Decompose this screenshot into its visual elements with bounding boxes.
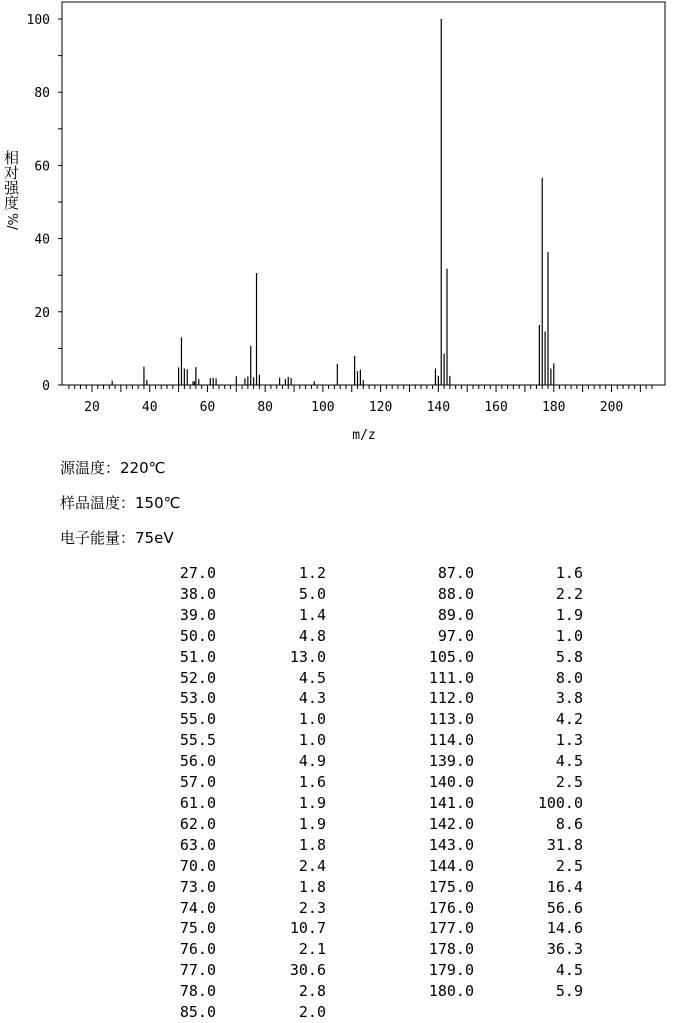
table-cell: 2.5 <box>555 773 583 792</box>
table-cell: 55.5 <box>179 731 216 750</box>
table-cell: 100.0 <box>537 793 583 812</box>
y-tick-label: 0 <box>42 379 50 394</box>
table-cell: 1.8 <box>298 835 326 854</box>
mass-spectrum-chart <box>0 0 680 450</box>
table-left-intensity-column <box>250 563 326 1023</box>
x-tick-label: 40 <box>141 400 158 415</box>
table-cell: 3.8 <box>555 689 583 708</box>
table-cell: 62.0 <box>179 814 216 833</box>
table-cell: 180.0 <box>428 982 474 1001</box>
table-cell: 113.0 <box>428 710 474 729</box>
table-cell: 51.0 <box>179 647 216 666</box>
x-tick-label: 60 <box>199 400 216 415</box>
table-cell: 2.1 <box>298 940 326 959</box>
table-cell: 63.0 <box>179 835 216 854</box>
table-cell: 76.0 <box>179 940 216 959</box>
x-tick-label: 140 <box>426 400 451 415</box>
table-cell: 1.2 <box>298 564 326 582</box>
table-cell: 53.0 <box>179 689 216 708</box>
y-axis-label-text: 相对强度 <box>2 150 20 210</box>
table-cell: 1.0 <box>298 731 326 750</box>
table-cell: 139.0 <box>428 752 474 771</box>
sample-temperature: 样品温度：150℃ <box>60 494 181 512</box>
table-cell: 1.6 <box>298 773 326 792</box>
table-cell: 8.6 <box>555 814 583 833</box>
table-cell: 56.6 <box>546 898 583 917</box>
chart-axes <box>27 2 665 415</box>
table-cell: 8.0 <box>555 668 583 687</box>
y-axis-label <box>2 150 20 230</box>
table-cell: 1.9 <box>298 793 326 812</box>
x-tick-label: 120 <box>368 400 393 415</box>
table-cell: 5.9 <box>555 982 583 1001</box>
table-cell: 50.0 <box>179 626 216 645</box>
table-cell: 1.9 <box>298 814 326 833</box>
table-cell: 4.8 <box>298 626 326 645</box>
table-cell: 1.3 <box>555 731 583 750</box>
y-tick-label: 80 <box>34 86 50 102</box>
table-cell: 30.6 <box>289 961 326 980</box>
table-cell: 88.0 <box>437 584 474 603</box>
table-cell: 89.0 <box>437 605 474 624</box>
x-tick-label: 100 <box>311 400 335 415</box>
table-cell: 52.0 <box>179 668 216 687</box>
table-cell: 105.0 <box>428 647 474 666</box>
y-tick-label: 40 <box>34 232 50 248</box>
table-cell: 1.9 <box>555 605 583 624</box>
table-cell: 114.0 <box>428 731 474 750</box>
table-cell: 73.0 <box>179 877 216 896</box>
table-cell: 38.0 <box>179 584 216 603</box>
table-cell: 4.9 <box>298 752 326 771</box>
table-cell: 1.8 <box>298 877 326 896</box>
table-right-intensity-column <box>505 563 583 1002</box>
table-cell: 2.8 <box>298 982 326 1001</box>
plot-frame <box>62 2 665 385</box>
chart-peaks <box>112 19 554 385</box>
x-tick-label: 20 <box>84 400 100 415</box>
table-cell: 177.0 <box>428 919 474 938</box>
table-cell: 176.0 <box>428 898 474 917</box>
table-cell: 178.0 <box>428 940 474 959</box>
table-cell: 143.0 <box>428 835 474 854</box>
table-cell: 5.8 <box>555 647 583 666</box>
table-cell: 4.3 <box>298 689 326 708</box>
electron-energy: 电子能量：75eV <box>60 529 174 547</box>
table-cell: 1.0 <box>298 710 326 729</box>
x-tick-label: 200 <box>599 400 624 415</box>
y-axis-label-unit: %/ <box>3 213 19 230</box>
table-cell: 61.0 <box>179 793 216 812</box>
table-cell: 175.0 <box>428 877 474 896</box>
table-cell: 2.5 <box>555 856 583 875</box>
table-cell: 142.0 <box>428 814 474 833</box>
x-tick-label: 80 <box>257 400 273 415</box>
table-cell: 78.0 <box>179 982 216 1001</box>
table-cell: 36.3 <box>546 940 583 959</box>
table-cell: 5.0 <box>298 584 326 603</box>
table-cell: 144.0 <box>428 856 474 875</box>
table-cell: 1.0 <box>555 626 583 645</box>
table-cell: 74.0 <box>179 898 216 917</box>
table-cell: 16.4 <box>546 877 583 896</box>
table-cell: 70.0 <box>179 856 216 875</box>
x-tick-label: 160 <box>484 400 508 415</box>
y-tick-label: 60 <box>34 159 50 175</box>
x-axis-label: m/z <box>352 428 376 443</box>
table-cell: 112.0 <box>428 689 474 708</box>
table-right-mz-column <box>400 563 474 1002</box>
table-cell: 56.0 <box>179 752 216 771</box>
table-cell: 39.0 <box>179 605 216 624</box>
table-cell: 2.4 <box>298 856 326 875</box>
table-cell: 87.0 <box>437 564 474 582</box>
table-cell: 2.3 <box>298 898 326 917</box>
table-cell: 4.2 <box>555 710 583 729</box>
table-cell: 4.5 <box>555 752 583 771</box>
table-cell: 57.0 <box>179 773 216 792</box>
table-cell: 1.4 <box>298 605 326 624</box>
table-cell: 85.0 <box>179 1003 216 1022</box>
table-cell: 141.0 <box>428 793 474 812</box>
table-cell: 31.8 <box>546 835 583 854</box>
table-cell: 4.5 <box>555 961 583 980</box>
table-cell: 179.0 <box>428 961 474 980</box>
table-cell: 77.0 <box>179 961 216 980</box>
table-cell: 2.2 <box>555 584 583 603</box>
table-cell: 4.5 <box>298 668 326 687</box>
x-tick-label: 180 <box>542 400 566 415</box>
source-temperature: 源温度：220℃ <box>60 459 166 477</box>
table-cell: 10.7 <box>289 919 326 938</box>
table-cell: 14.6 <box>546 919 583 938</box>
table-cell: 13.0 <box>289 647 326 666</box>
y-tick-label: 20 <box>34 305 50 321</box>
table-cell: 27.0 <box>179 564 216 582</box>
table-cell: 55.0 <box>179 710 216 729</box>
table-cell: 75.0 <box>179 919 216 938</box>
table-cell: 111.0 <box>428 668 474 687</box>
table-left-mz-column <box>150 563 216 1023</box>
table-cell: 140.0 <box>428 773 474 792</box>
table-cell: 97.0 <box>437 626 474 645</box>
table-cell: 2.0 <box>298 1003 326 1022</box>
table-cell: 1.6 <box>555 564 583 582</box>
y-tick-label: 100 <box>26 13 50 28</box>
